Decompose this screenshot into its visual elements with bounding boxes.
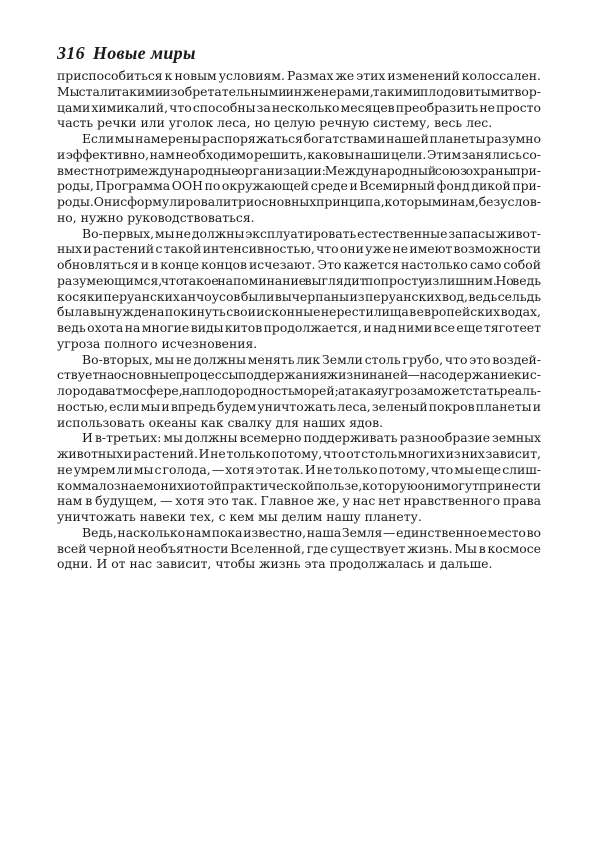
paragraph — [57, 131, 541, 226]
text-line: угроза полного исчезновения. — [57, 335, 258, 351]
text-line: цами химикалий, что способны за несколько месяцев преобразить не просто — [57, 99, 541, 115]
paragraph — [57, 525, 541, 572]
paragraph — [57, 226, 541, 352]
text-line: ностью, если мы и впредь будем уничтожать леса, зеленый покров планеты и — [57, 398, 541, 414]
text-line: одни. И от нас зависит, чтобы жизнь эта продолжалась и дальше. — [57, 556, 493, 572]
text-line: Мы стали такими изобретательными инженерами, такими плодовитыми твор- — [57, 83, 541, 99]
text-line: но, нужно руководствоваться. — [57, 209, 255, 225]
text-line: часть речки или уголок леса, но целую речную систему, весь лес. — [57, 115, 493, 131]
text-line: ствует на основные процессы поддержания жизни на ней — на содержание кис- — [57, 367, 541, 383]
text-line: уничтожать навеки тех, с кем мы делим нашу планету. — [57, 509, 422, 524]
text-line: лорода в атмосфере, на плодородность морей; а такая угроза может стать реаль- — [57, 383, 541, 398]
paragraph — [57, 352, 541, 431]
text-line: не умрем ли мы с голода, — хотя это так. И не только потому, что мы еще слиш- — [57, 461, 541, 477]
text-line: использовать океаны как свалку для наших ядов. — [57, 414, 384, 430]
text-line: роды. Они сформулировали три основных принципа, которыми нам, безуслов- — [57, 194, 541, 209]
text-line: И в-третьих: мы должны всемерно поддерживать разнообразие земных — [82, 430, 541, 446]
text-line: и эффективно, нам необходимо решить, каковы наши цели. Этим занялись со- — [57, 146, 541, 162]
text-line: Во-вторых, мы не должны менять лик Земли столь грубо, что это воздей- — [82, 351, 541, 367]
text-line: нам в будущем, — хотя это так. Главное же, у нас нет нравственного права — [57, 493, 541, 509]
paragraph — [57, 430, 541, 525]
book-page — [57, 42, 541, 572]
text-line: была вынуждена покинуть свои исконные нерестилища в европейских водах, — [57, 304, 541, 320]
text-line: ком мало знаем о них и о той практической пользе, которую они могут принести — [57, 477, 541, 493]
text-line: приспособиться к новым условиям. Размах же этих изменений колоссален. — [57, 68, 541, 83]
text-line: Во-первых, мы не должны эксплуатировать естественные запасы живот- — [82, 225, 541, 241]
text-line: Ведь, насколько нам пока известно, наша Земля — единственное место во — [82, 524, 541, 540]
text-line: ведь охота на многие виды китов продолжается, и над ними все еще тяготеет — [57, 320, 541, 335]
text-line: роды, Программа ООН по окружающей среде и Всемирный фонд дикой при- — [57, 178, 541, 194]
chapter-title: Новые миры — [92, 43, 196, 63]
text-line: обновляться и в конце концов исчезают. Это кажется настолько само собой — [57, 257, 541, 272]
text-line: Если мы намерены распоряжаться богатствами нашей планеты разумно — [82, 131, 541, 146]
running-head — [57, 42, 541, 64]
text-line: разумеющимся, что такое напоминание выглядит попросту излишним. Но ведь — [57, 272, 541, 288]
text-line: ных и растений с такой интенсивностью, что они уже не имеют возможности — [57, 241, 541, 257]
page-number: 316 — [57, 43, 85, 63]
text-line: животных и растений. И не только потому, что от столь многих из них зависит, — [57, 446, 541, 461]
text-line: всей черной необъятности Вселенной, где существует жизнь. Мы в космосе — [57, 540, 541, 556]
body-text — [57, 68, 541, 572]
text-line: косяки перуанских анчоусов были вычерпаны из перуанских вод, ведь сельдь — [57, 288, 541, 304]
paragraph — [57, 68, 541, 131]
text-line: вместно три международные организации: Международный союз охраны при- — [57, 162, 541, 178]
